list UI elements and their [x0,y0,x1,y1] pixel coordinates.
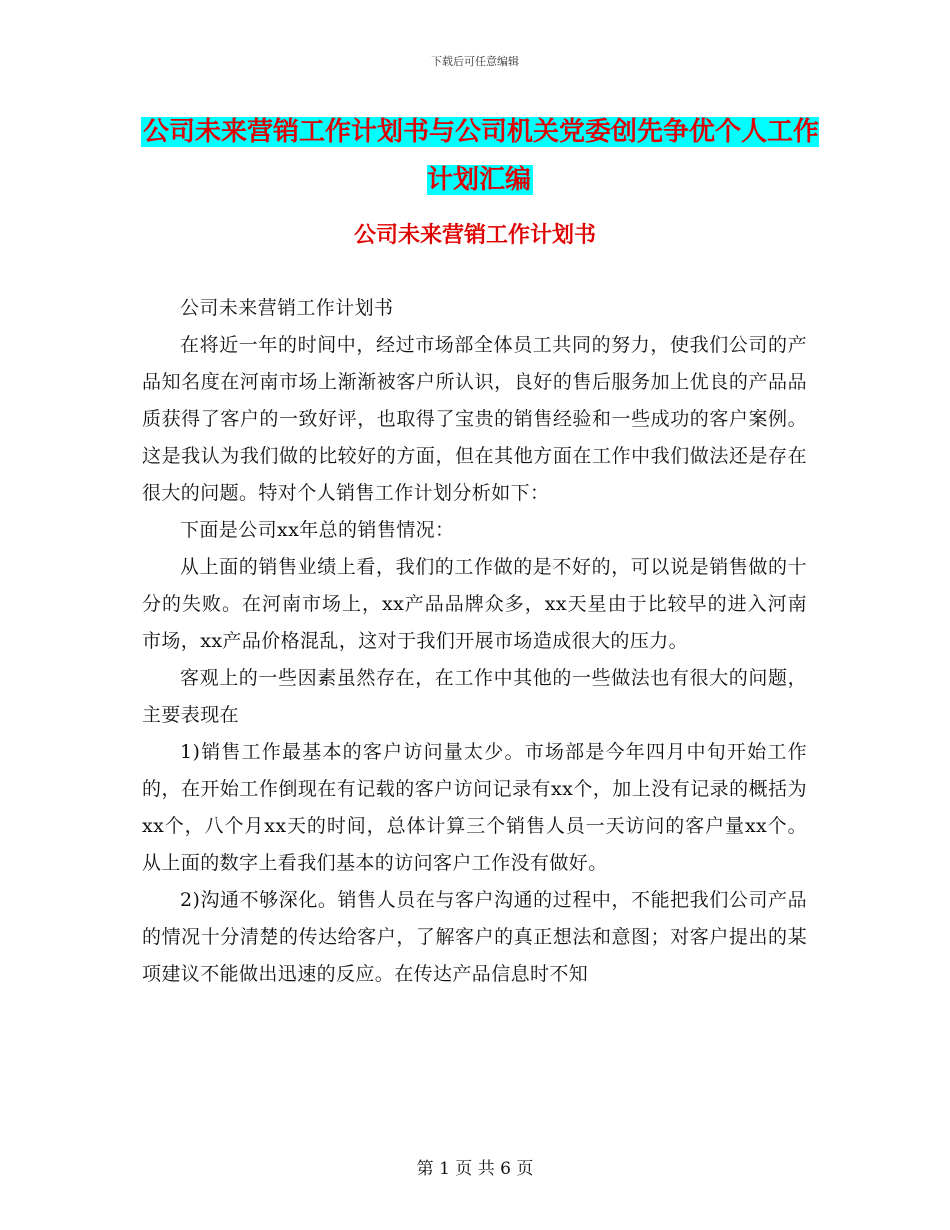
section-title: 公司未来营销工作计划书 [353,223,596,248]
page-number-footer: 第 1 页 共 6 页 [416,1159,534,1179]
document-body [142,290,807,993]
paragraph: 在将近一年的时间中，经过市场部全体员工共同的努力，使我们公司的产品知名度在河南市场上渐渐被客户所认识，良好的售后服务加上优良的产品品质获得了客户的一致好评，也取得了宝贵的销售经验和一些成功的客户案例。这是我认为我们做的比较好的方面，但在其他方面在工作中我们做法还是存在很大的问题。特对个人销售工作计划分析如下： [142,334,807,504]
paragraph: 客观上的一些因素虽然存在，在工作中其他的一些做法也有很大的问题，主要表现在 [142,667,807,726]
document-title-text: 公司未来营销工作计划书与公司机关党委创先争优个人工作计划汇编 [142,117,819,195]
paragraph: 公司未来营销工作计划书 [180,297,394,319]
page-header-note: 下载后可任意编辑 [431,55,519,68]
paragraph: 1)销售工作最基本的客户访问量太少。市场部是今年四月中旬开始工作的，在开始工作倒现在有记载的客户访问记录有xx个，加上没有记录的概括为xx个，八个月xx天的时间，总体计算三个销售人员一天访问的客户量xx个。从上面的数字上看我们基本的访问客户工作没有做好。 [142,741,807,874]
paragraph: 下面是公司xx年总的销售情况： [180,519,455,541]
document-title [140,108,820,204]
paragraph: 从上面的销售业绩上看，我们的工作做的是不好的，可以说是销售做的十分的失败。在河南市场上，xx产品品牌众多，xx天星由于比较早的进入河南市场，xx产品价格混乱，这对于我们开展市场造成很大的压力。 [142,556,807,652]
paragraph: 2)沟通不够深化。销售人员在与客户沟通的过程中，不能把我们公司产品的情况十分清楚的传达给客户，了解客户的真正想法和意图；对客户提出的某项建议不能做出迅速的反应。在传达产品信息时不知 [142,889,807,985]
